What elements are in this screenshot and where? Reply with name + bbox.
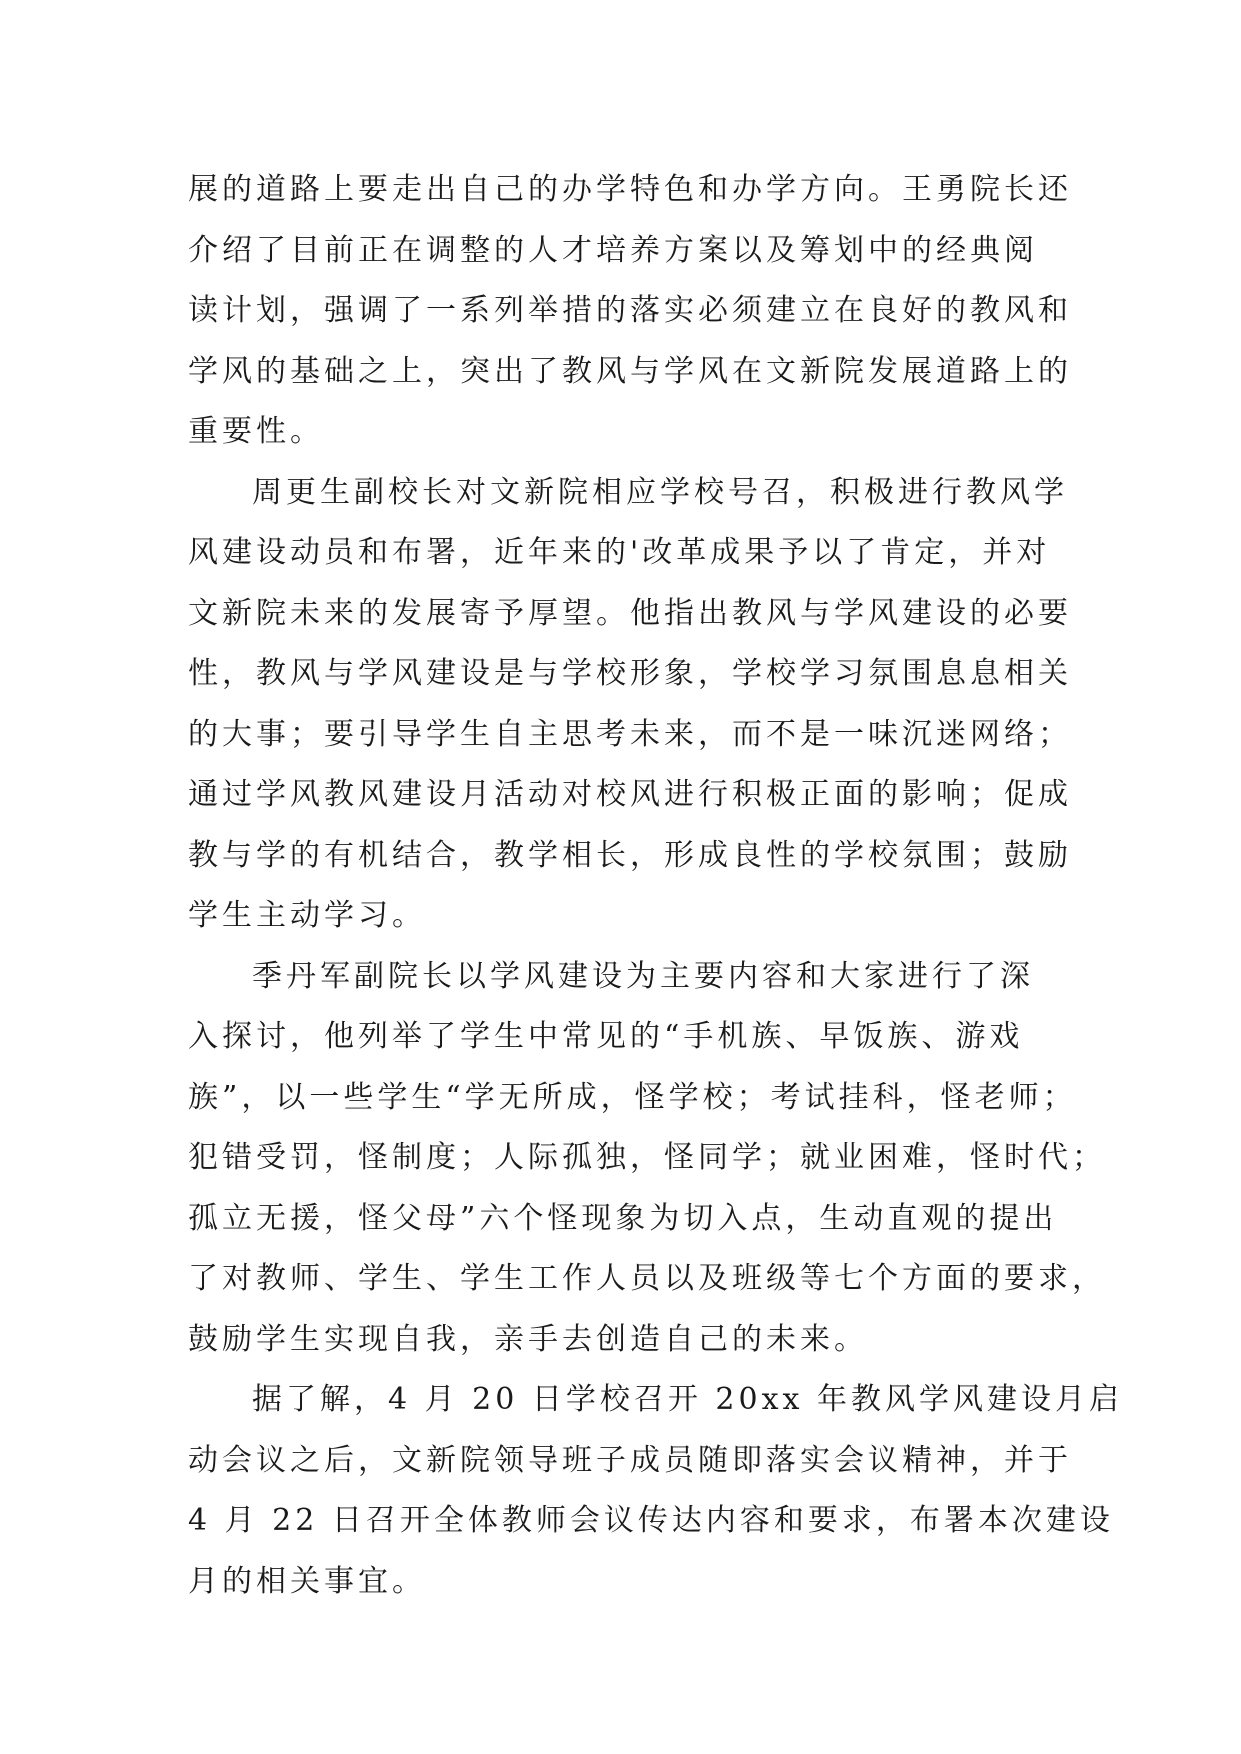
text-line: 鼓励学生实现自我，亲手去创造自己的未来。 xyxy=(188,1321,868,1357)
paragraph-4 xyxy=(188,1370,1123,1612)
text-line: 孤立无援，怪父母”六个怪现象为切入点，生动直观的提出 xyxy=(188,1200,1058,1236)
text-line: 性，教风与学风建设是与学校形象，学校学习氛围息息相关 xyxy=(188,656,1072,691)
text-line: 展的道路上要走出自己的办学特色和办学方向。王勇院长还 xyxy=(188,172,1072,207)
text-line: 学生主动学习。 xyxy=(188,898,426,933)
text-line: 季丹军副院长以学风建设为主要内容和大家进行了深 xyxy=(252,958,1034,994)
text-line: 据了解，4 月 20 日学校召开 20xx 年教风学风建设月启 xyxy=(252,1382,1123,1417)
text-line: 族”，以一些学生“学无所成，怪学校；考试挂科，怪老师； xyxy=(188,1079,1077,1115)
text-line: 介绍了目前正在调整的人才培养方案以及筹划中的经典阅 xyxy=(188,232,1038,268)
text-line: 教与学的有机结合，教学相长，形成良性的学校氛围；鼓励 xyxy=(188,837,1072,873)
body-text xyxy=(188,160,1123,1612)
text-line: 了对教师、学生、学生工作人员以及班级等七个方面的要求， xyxy=(188,1261,1106,1296)
text-line: 的大事；要引导学生自主思考未来，而不是一味沉迷网络； xyxy=(188,716,1072,752)
text-line: 学风的基础之上，突出了教风与学风在文新院发展道路上的 xyxy=(188,353,1072,389)
text-line: 重要性。 xyxy=(188,414,324,449)
text-line: 动会议之后，文新院领导班子成员随即落实会议精神，并于 xyxy=(188,1442,1072,1478)
paragraph-2 xyxy=(188,463,1072,947)
text-line: 文新院未来的发展寄予厚望。他指出教风与学风建设的必要 xyxy=(188,595,1072,631)
paragraph-1 xyxy=(188,160,1072,463)
text-line: 犯错受罚，怪制度；人际孤独，怪同学；就业困难，怪时代； xyxy=(188,1140,1106,1175)
text-line: 风建设动员和布署，近年来的'改革成果予以了肯定，并对 xyxy=(188,535,1051,570)
text-line: 入探讨，他列举了学生中常见的“手机族、早饭族、游戏 xyxy=(188,1019,1024,1054)
paragraph-3 xyxy=(188,947,1106,1371)
text-line: 月的相关事宜。 xyxy=(188,1563,426,1599)
text-line: 通过学风教风建设月活动对校风进行积极正面的影响；促成 xyxy=(188,777,1072,812)
text-line: 4 月 22 日召开全体教师会议传达内容和要求，布署本次建设 xyxy=(188,1503,1114,1538)
text-line: 周更生副校长对文新院相应学校号召，积极进行教风学 xyxy=(252,474,1068,510)
text-line: 读计划，强调了一系列举措的落实必须建立在良好的教风和 xyxy=(188,293,1072,328)
